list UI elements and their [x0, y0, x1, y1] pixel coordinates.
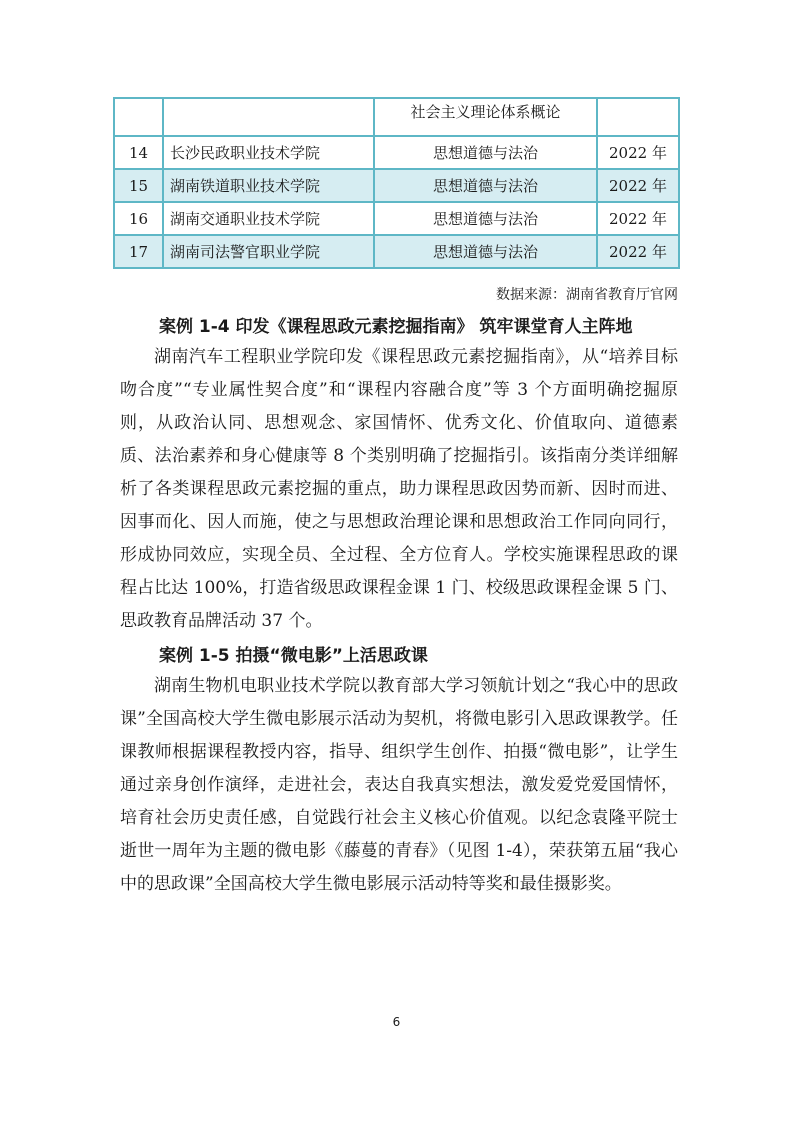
row-number-cell: 15 [114, 169, 163, 202]
case-1-5-paragraph: 湖南生物机电职业技术学院以教育部大学习领航计划之“我心中的思政课”全国高校大学生微电影展示活动为契机，将微电影引入思政课教学。任课教师根据课程教授内容，指导、组织学生创作、拍摄“微电影”，让学生通过亲身创作演绎，走进社会，表达自我真实想法，激发爱党爱国情怀，培育社会历史责任感，自觉践行社会主义核心价值观。以纪念袁隆平院士逝世一周年为主题的微电影《藤蔓的青春》（见图 1-4），荣获第五届“我心中的思政课”全国高校大学生微电影展示活动特等奖和最佳摄影奖。 [120, 676, 678, 894]
case-1-4-paragraph: 湖南汽车工程职业学院印发《课程思政元素挖掘指南》，从“培养目标吻合度”“专业属性契合度”和“课程内容融合度”等 3 个方面明确挖掘原则，从政治认同、思想观念、家国情怀、优秀文化、价值取向、道德素质、法治素养和身心健康等 8 个类别明确了挖掘指引。该指南分类详细解析了各类课程思政元素挖掘的重点，助力课程思政因势而新、因时而进、因事而化、因人而施，使之与思想政治理论课和思想政治工作同向同行，形成协同效应，实现全员、全过程、全方位育人。学校实施课程思政的课程占比达 100%，打造省级思政课程金课 1 门、校级思政课程金课 5 门、思政教育品牌活动 37 个。 [120, 347, 678, 631]
course-name-cell: 思想道德与法治 [374, 202, 597, 235]
course-name-cell: 思想道德与法治 [374, 235, 597, 268]
school-name-cell: 湖南交通职业技术学院 [163, 202, 374, 235]
year-cell: 2022 年 [597, 235, 679, 268]
year-cell: 2022 年 [597, 202, 679, 235]
year-cell: 2022 年 [597, 136, 679, 169]
page-number: 6 [392, 1015, 401, 1029]
table-row [114, 98, 679, 136]
year-cell: 2022 年 [597, 169, 679, 202]
row-number-cell: 17 [114, 235, 163, 268]
table-row [114, 169, 679, 202]
university-course-table [113, 97, 680, 269]
table-row [114, 202, 679, 235]
row-number-cell: 14 [114, 136, 163, 169]
school-name-cell [163, 98, 374, 136]
table-row [114, 235, 679, 268]
school-name-cell: 湖南司法警官职业学院 [163, 235, 374, 268]
table-body [114, 98, 679, 268]
data-source-note: 数据来源：湖南省教育厅官网 [496, 287, 678, 303]
year-cell [597, 98, 679, 136]
course-name-cell: 思想道德与法治 [374, 169, 597, 202]
case-1-5-heading: 案例 1-5 拍摄“微电影”上活思政课 [159, 646, 428, 666]
row-number-cell: 16 [114, 202, 163, 235]
row-number-cell [114, 98, 163, 136]
course-name-cell: 社会主义理论体系概论 [374, 98, 597, 136]
school-name-cell: 湖南铁道职业技术学院 [163, 169, 374, 202]
case-1-4-heading: 案例 1-4 印发《课程思政元素挖掘指南》 筑牢课堂育人主阵地 [159, 317, 633, 337]
course-name-cell: 思想道德与法治 [374, 136, 597, 169]
school-name-cell: 长沙民政职业技术学院 [163, 136, 374, 169]
table-row [114, 136, 679, 169]
